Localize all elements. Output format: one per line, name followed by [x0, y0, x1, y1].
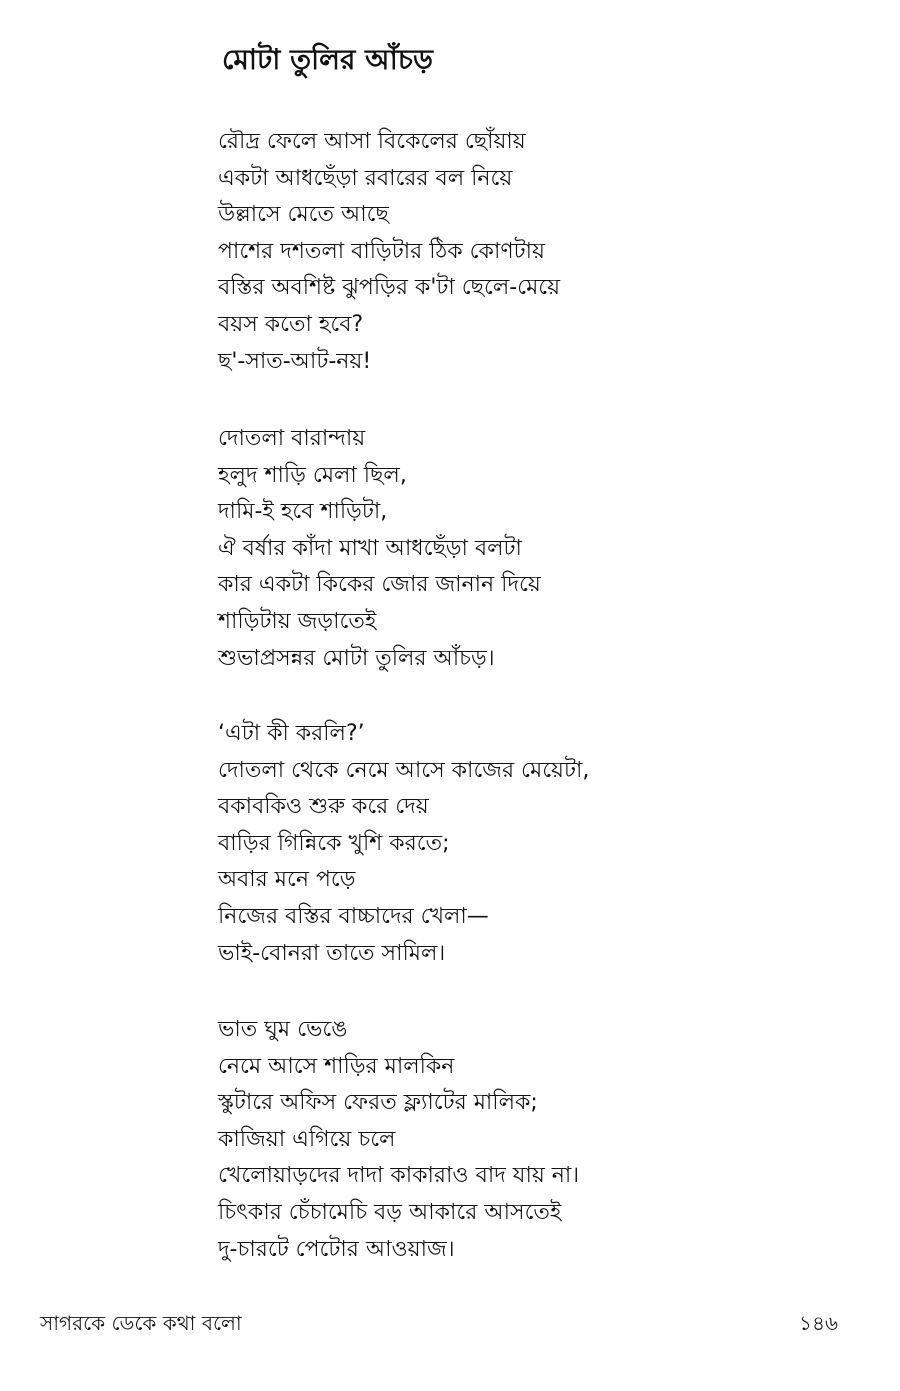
stanza-3	[218, 716, 589, 972]
poem-title: মোটা তুলির আঁচড়	[222, 43, 433, 76]
poem-line: কার একটা কিকের জোর জানান দিয়ে	[218, 572, 541, 598]
stanza-2	[218, 421, 541, 677]
poem-line: রৌদ্র ফেলে আসা বিকেলের ছোঁয়ায়	[218, 129, 526, 154]
poem-line: দোতলা বারান্দায়	[218, 426, 366, 451]
poem-line: ঐ বর্ষার কাঁদা মাখা আধছেঁড়া বলটা	[218, 535, 522, 561]
poem-line: স্কুটারে অফিস ফেরত ফ্ল্যাটের মালিক;	[218, 1090, 538, 1116]
running-footer-book-title: সাগরকে ডেকে কথা বলো	[40, 1311, 242, 1335]
poem-line: দামি-ই হবে শাড়িটা,	[218, 499, 388, 525]
poem-line: অবার মনে পড়ে	[218, 867, 356, 893]
poem-line: চিৎকার চেঁচামেচি বড় আকারে আসতেই	[218, 1199, 562, 1225]
poem-line: শুভাপ্রসন্নর মোটা তুলির আঁচড়।	[218, 645, 495, 671]
poem-line: কাজিয়া এগিয়ে চলে	[218, 1126, 396, 1152]
poem-line: খেলোয়াড়দের দাদা কাকারাও বাদ যায় না।	[218, 1163, 580, 1189]
poem-line: ভাই-বোনরা তাতে সামিল।	[218, 940, 446, 966]
stanza-1	[218, 124, 560, 380]
poem-line: দোতলা থেকে নেমে আসে কাজের মেয়েটা,	[218, 757, 590, 783]
page-number: ১৪৬	[799, 1311, 838, 1335]
poem-line: বস্তির অবশিষ্ট ঝুপড়ির ক'টা ছেলে-মেয়ে	[218, 275, 561, 301]
poem-line: একটা আধছেঁড়া রবারের বল নিয়ে	[218, 165, 513, 191]
poem-line: নিজের বস্তির বাচ্চাদের খেলা—	[218, 903, 489, 929]
poem-line: নেমে আসে শাড়ির মালকিন	[218, 1053, 455, 1079]
poem-line: বয়স কতো হবে?	[218, 311, 364, 337]
poem-line: ছ'-সাত-আট-নয়!	[218, 348, 372, 374]
poem-line: হলুদ শাড়ি মেলা ছিল,	[218, 462, 407, 488]
poem-line: উল্লাসে মেতে আছে	[218, 202, 389, 228]
poem-line: দু-চারটে পেটোর আওয়াজ।	[218, 1236, 455, 1262]
poem-line: ‘এটা কী করলি?’	[218, 721, 365, 746]
poem-line: বকাবকিও শুরু করে দেয়	[218, 794, 429, 820]
poem-line: ভাত ঘুম ভেঙে	[218, 1017, 348, 1042]
poem-line: বাড়ির গিন্নিকে খুশি করতে;	[218, 830, 450, 856]
poem-line: শাড়িটায় জড়াতেই	[218, 608, 377, 634]
stanza-4	[218, 1012, 579, 1268]
poem-line: পাশের দশতলা বাড়িটার ঠিক কোণটায়	[218, 238, 545, 264]
